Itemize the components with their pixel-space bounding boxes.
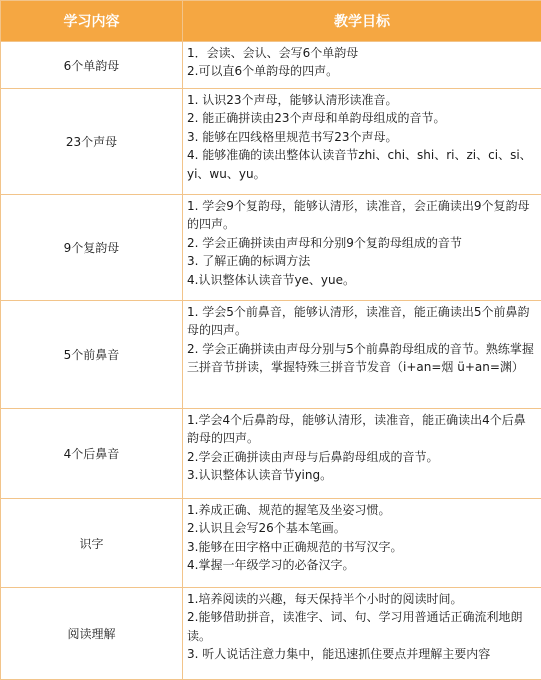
goal-item: 1. 学会5个前鼻音，能够认清形，读准音，能正确读出5个前鼻韵母的四声。 <box>187 303 537 340</box>
goal-item: 2. 学会正确拼读由声母分别与5个前鼻韵母组成的音节。熟练掌握三拼音节拼读，掌握特殊三拼音节发音（i+an=烟 ü+an=渊） <box>187 340 537 377</box>
goal-item: 3. 听人说话注意力集中，能迅速抓住要点并理解主要内容 <box>187 645 537 663</box>
row-topic: 5个前鼻音 <box>1 301 183 409</box>
row-goals <box>183 588 541 680</box>
goal-item: 2.可以直6个单韵母的四声。 <box>187 62 537 80</box>
row-topic: 6个单韵母 <box>1 42 183 89</box>
row-goals <box>183 195 541 301</box>
table-row <box>1 588 541 680</box>
goal-item: 2. 学会正确拼读由声母和分别9个复韵母组成的音节 <box>187 234 537 252</box>
row-topic: 23个声母 <box>1 89 183 195</box>
row-goals <box>183 89 541 195</box>
goal-item: 3. 了解正确的标调方法 <box>187 252 537 270</box>
goal-item: 4.掌握一年级学习的必备汉字。 <box>187 556 537 574</box>
row-topic: 4个后鼻音 <box>1 409 183 499</box>
row-topic: 9个复韵母 <box>1 195 183 301</box>
goal-item: 1．会读、会认、会写6个单韵母 <box>187 44 537 62</box>
goal-item: 3.能够在田字格中正确规范的书写汉字。 <box>187 538 537 556</box>
table-row <box>1 42 541 89</box>
table-row <box>1 409 541 499</box>
goal-item: 2.认识且会写26个基本笔画。 <box>187 519 537 537</box>
goal-item: 2.学会正确拼读由声母与后鼻韵母组成的音节。 <box>187 448 537 466</box>
row-goals <box>183 409 541 499</box>
goal-item: 4.认识整体认读音节ye、yue。 <box>187 271 537 289</box>
row-goals <box>183 301 541 409</box>
header-row <box>1 1 541 42</box>
goal-item: 1. 学会9个复韵母，能够认清形，读准音，会正确读出9个复韵母的四声。 <box>187 197 537 234</box>
table-row <box>1 301 541 409</box>
goal-item: 1.学会4个后鼻韵母，能够认清形，读准音，能正确读出4个后鼻韵母的四声。 <box>187 411 537 448</box>
goal-item: 1.培养阅读的兴趣，每天保持半个小时的阅读时间。 <box>187 590 537 608</box>
goal-item: 1.养成正确、规范的握笔及坐姿习惯。 <box>187 501 537 519</box>
goal-item: 2. 能正确拼读由23个声母和单韵母组成的音节。 <box>187 109 537 127</box>
table-row <box>1 195 541 301</box>
goal-item: 1. 认识23个声母，能够认清形读准音。 <box>187 91 537 109</box>
header-goals: 教学目标 <box>183 1 541 42</box>
header-content: 学习内容 <box>1 1 183 42</box>
goal-item: 3. 能够在四线格里规范书写23个声母。 <box>187 128 537 146</box>
row-goals <box>183 499 541 588</box>
row-goals <box>183 42 541 89</box>
goal-item: 3.认识整体认读音节ying。 <box>187 466 537 484</box>
table-row <box>1 499 541 588</box>
row-topic: 识字 <box>1 499 183 588</box>
goal-item: 4. 能够准确的读出整体认读音节zhi、chi、shi、ri、zi、ci、si、yi、wu、yu。 <box>187 146 537 183</box>
row-topic: 阅读理解 <box>1 588 183 680</box>
goal-item: 2.能够借助拼音，读准字、词、句、学习用普通话正确流利地朗读。 <box>187 608 537 645</box>
table-row <box>1 89 541 195</box>
